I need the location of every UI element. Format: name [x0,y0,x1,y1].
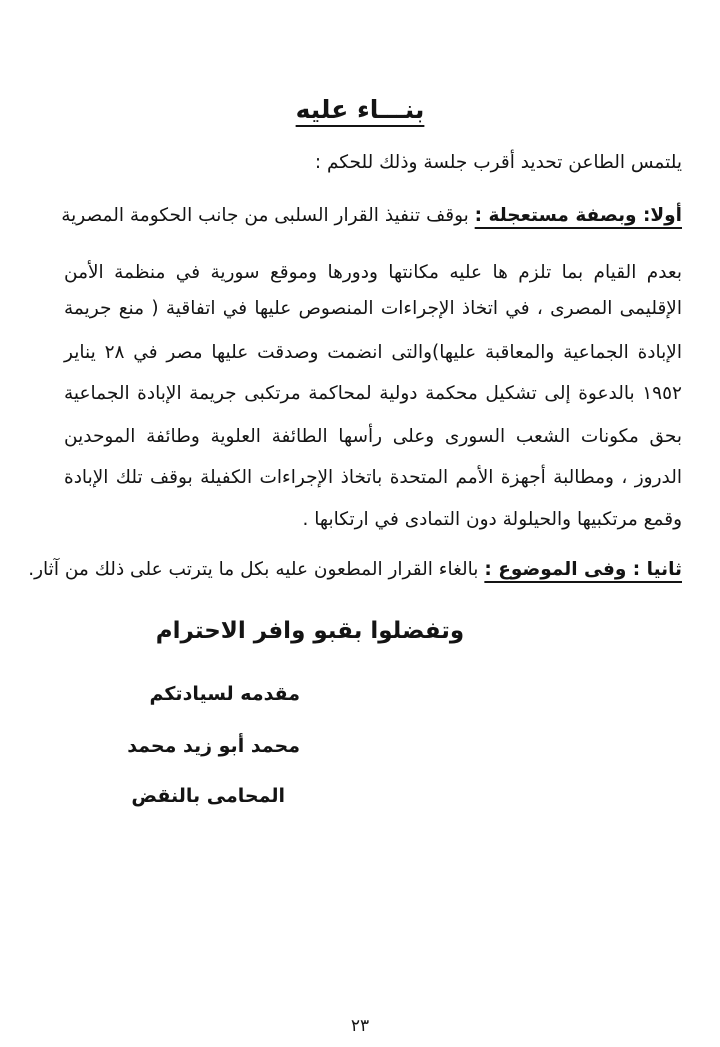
signature-lawyer-title: المحامى بالنقض [131,785,285,807]
body-line-1: بعدم القيام بما تلزم ها عليه مكانتها ودورها وموقع سورية في منظمة الأمن [64,262,682,283]
document-title: بنـــاء عليه [295,95,425,124]
body-line-3: الإبادة الجماعية والمعاقبة عليها)والتى انضمت وصدقت عليها مصر في ٢٨ يناير [64,342,682,363]
body-line-7: وقمع مرتكبيها والحيلولة دون التمادى في ارتكابها . [302,509,682,530]
second-request-heading: ثانيا : وفى الموضوع : [484,559,682,580]
page-number: ٢٣ [350,1016,370,1036]
second-request-line [28,557,682,583]
second-request-text: بالغاء القرار المطعون عليه بكل ما يترتب على ذلك من آثار. [28,559,479,580]
body-line-5: بحق مكونات الشعب السورى وعلى رأسها الطائفة العلوية وطائفة الموحدين [64,426,682,447]
first-request-line [61,203,682,229]
intro-line: يلتمس الطاعن تحديد أقرب جلسة وذلك للحكم : [314,152,682,173]
closing-salutation: وتفضلوا بقبو وافر الاحترام [155,618,465,644]
body-line-4: ١٩٥٢ بالدعوة إلى تشكيل محكمة دولية لمحاكمة مرتكبى جريمة الإبادة الجماعية [64,383,682,404]
signature-submitted-by: مقدمه لسيادتكم [149,683,300,705]
body-line-6: الدروز ، ومطالبة أجهزة الأمم المتحدة باتخاذ الإجراءات الكفيلة بوقف تلك الإبادة [64,467,682,488]
signature-lawyer-name: محمد أبو زيد محمد [127,735,300,757]
first-request-heading: أولا: وبصفة مستعجلة : [474,205,682,226]
body-line-2: الإقليمى المصرى ، في اتخاذ الإجراءات المنصوص عليها في اتفاقية ( منع جريمة [64,298,682,319]
first-request-text: بوقف تنفيذ القرار السلبى من جانب الحكومة المصرية [61,205,469,226]
